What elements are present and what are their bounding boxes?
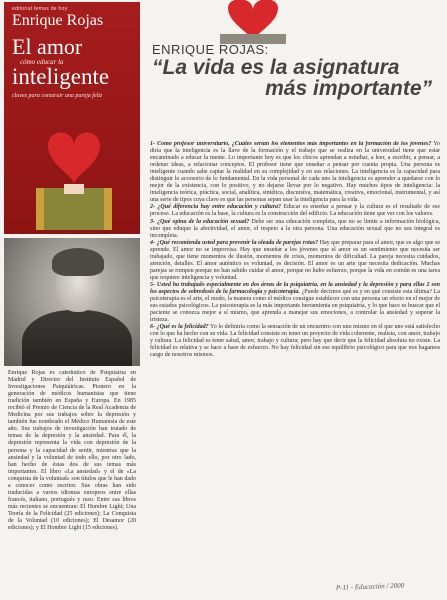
answer: Yo lo definiría como la sensación de un encuentro con uno mismo en el que uno está satisfecho con lo que ha hecho con su vida. La felicidad consiste en tener un proyecto de vida coherente, realista, con amor, trabajo y cultura. La felicidad es tener salud, amor, trabajo y cultura; pero hay que decir que la felicidad absoluta no existe. La felicidad es relativa y se hace a base de esfuerzo. No hay felicidad sin ese equilibrio psicológico para que nos hagamos cargo de nosotros mismos. (150, 324, 440, 359)
qa-item (150, 141, 440, 204)
answer: Educar es enseñar a pensar y la cultura es el resultado de ese proceso. La educación es la base, la cultura es la construcción del edificio. La educación tiene que ver con los valores. (150, 204, 440, 218)
qa-item (150, 324, 440, 359)
cover-author: Enrique Rojas (12, 12, 104, 29)
headline-line1: “La vida es la asignatura (152, 56, 400, 79)
question: 2- ¿Qué diferencia hay entre educación y cultura? (150, 204, 282, 211)
handwritten-note: P-11 - Educación / 2000 (335, 581, 405, 592)
qa-item (150, 204, 440, 218)
answer: ¿Puede decirnos qué es y en qué consiste esta última? La psicoterapia es el arte, el modo, la manera como el médico consigue establecer con una persona un efecto en el mejor de sus estados psicológicos. La psicoterapia es la más importante herramienta en psiquiatría, y lo que hace es buscar que el paciente se conozca mejor a sí mismo, que aprenda a manejar sus emociones, a controlar la ansiedad y superar la tristeza. (150, 288, 440, 324)
qa-item (150, 282, 440, 324)
question: 1- Como profesor universitario, ¿Cuáles serían los elementos más importantes en la formación de los jóvenes? (150, 141, 432, 147)
answer: Hay que preparar para el amor, que es algo que se aprende. El amor no se improvisa. Hay que enseñar a los jóvenes que el amor es un sentimiento que necesita ser trabajado, que tiene momentos de ilusión, momentos de crisis, momentos de dificultad. La pareja necesita cuidados, atención, detalles. El amor auténtico es voluntad, es decisión. El amor es un arte que necesita dedicación. Muchas parejas se rompen porque no han sabido cuidar el amor, porque no hubo esfuerzo, porque la vida en común es una tarea que requiere inteligencia y voluntad. (150, 239, 440, 281)
question: 5- Usted ha trabajado especialmente en dos áreas de la psiquiatría, en la ansiedad y la depresión y para ellas 2 son los aspectos de sobredosis de la farmacología y psicoterapia. (150, 281, 440, 295)
question: 3- ¿Qué opina de la educación sexual? (150, 218, 250, 225)
answer: Yo diría que la inteligencia es la llave de la formación y el trabajo que se realiza en la universidad tiene que estar encaminado a educar la mente. Lo importante hoy es que los chicos aprendan a estudiar, a leer, a escribir, a pensar, a ordenar ideas, a relacionar conceptos. El profesor tiene que enseñar a pensar por cuenta propia. Una persona es inteligente cuando sabe captar la realidad en su complejidad y en sus relaciones. La inteligencia es la capacidad para distinguir lo accesorio de lo fundamental. En la vida personal de cada uno la inteligencia es aprender a quedarse con lo mejor de la existencia, con lo positivo, y no dejarse llevar por lo negativo. Hay muchos tipos de inteligencia: la inteligencia teórica, práctica, social, analítica, sintética, discursiva, matemática, creativa, emocional, instrumental, y así una serie de tipos cuya clave es que las personas sepan usar la inteligencia para la vida. (150, 141, 440, 204)
heart-figure-illustration (210, 0, 296, 44)
article-headline (152, 57, 438, 99)
cover-figure-illustration (14, 106, 134, 230)
question: 6- ¿Qué es la felicidad? (150, 324, 209, 331)
interview-text (150, 141, 440, 577)
question: 4- ¿Qué recomienda usted para prevenir la oleada de parejas rotas? (150, 239, 319, 246)
book-cover (4, 2, 140, 234)
headline-line2: más importante” (265, 77, 432, 100)
article-kicker: ENRIQUE ROJAS: (152, 42, 269, 57)
author-portrait (4, 238, 140, 366)
cover-tagline: claves para construir una pareja feliz (12, 93, 103, 99)
cover-publisher: editorial temas de hoy (12, 6, 68, 12)
author-bio: Enrique Rojas es catedrático de Psiquiatría en Madrid y Director del Instituto Español de Investigaciones Psiquiátricas. Pionero en la generación de médicos humanistas que tiene tradición también en España y Europa. En 1985 recibió el Premio de Ciencia de la Real Academia de Medicina por sus trabajos sobre la depresión y también fue nombrado el Médico Humanista de este año. Sus trabajos de investigación han tratado de temas de la depresión y la ansiedad. Para él, la depresión representa la vida con depresión de la persona y la capacidad de sentir, mientras que la ansiedad y la voluntad de todo ello, por otro lado, han hecho de éstas dos de sus temas más importantes. El libro «La ansiedad» y el de «La conquista de la voluntad» son títulos que le han dado a conocer como escritor. Sus obras han sido traducidas a varios idiomas europeos entre ellas francés, italiano, portugués y ruso. Entre sus libros más recientes se encuentran: El Hombre Light; Una Teoría de la Felicidad (25 ediciones); La Conquista de la Voluntad (10 ediciones); El Desamor (20 ediciones); y El Hombre Light (15 ediciones). (8, 370, 136, 532)
qa-item (150, 219, 440, 240)
cover-title-line2: cómo educar la (20, 58, 64, 66)
answer: Debe ser una educación completa, que no se limite a información biológica, sino que eduque la afectividad, el amor, el respeto a la otra persona. Una educación sexual que no sea integral es incompleta. (150, 218, 440, 239)
cover-title-line1: El amor (12, 34, 83, 59)
cover-title-line3: inteligente (12, 64, 110, 89)
qa-item (150, 240, 440, 282)
